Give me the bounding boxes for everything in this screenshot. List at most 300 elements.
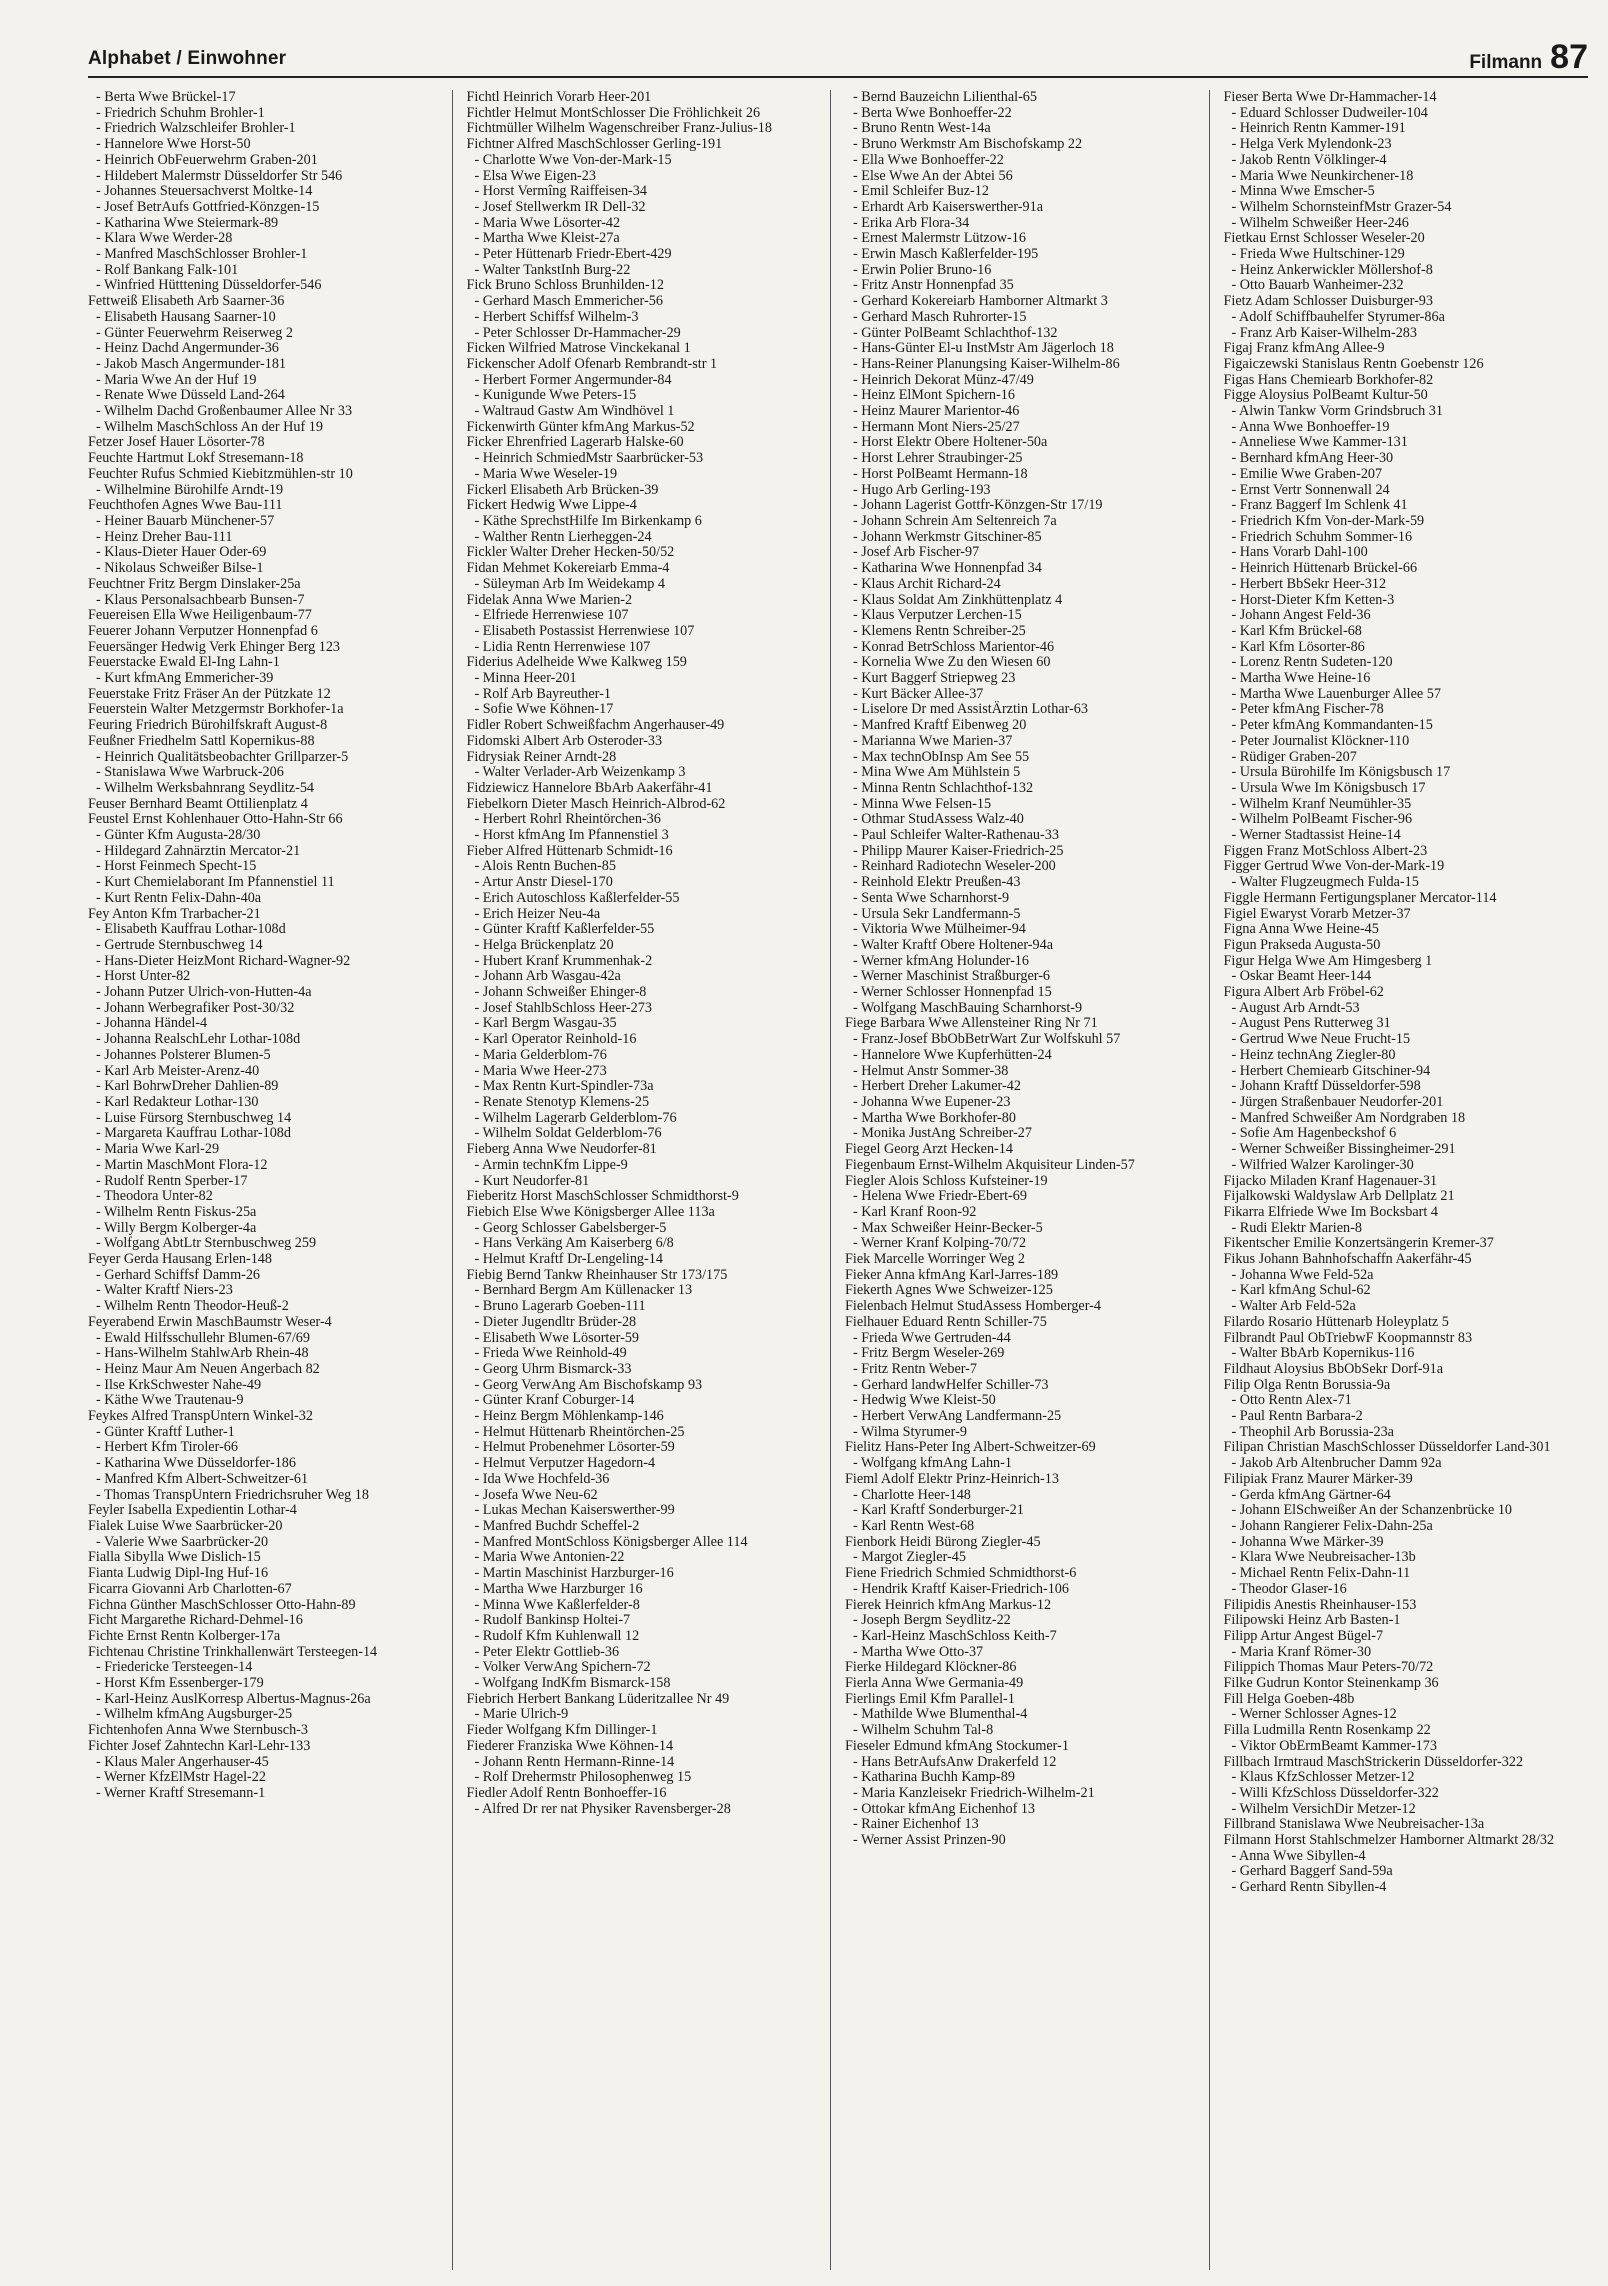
directory-entry: - Horst-Dieter Kfm Ketten-3 [1231, 591, 1395, 608]
directory-entry: Feuereisen Ella Wwe Heiligenbaum-77 [88, 607, 312, 624]
directory-entry: Figger Gertrud Wwe Von-der-Mark-19 [1223, 858, 1445, 875]
directory-entry: - Ursula Bürohilfe Im Königsbusch 17 [1231, 764, 1451, 781]
directory-entry: Fieberitz Horst MaschSchlosser Schmidthorst-9 [466, 1188, 739, 1205]
directory-entry: Figas Hans Chemiearb Borkhofer-82 [1223, 371, 1434, 388]
directory-entry: - Reinhold Elektr Preußen-43 [853, 874, 1021, 891]
directory-entry: - Fritz Rentn Weber-7 [853, 1360, 977, 1377]
directory-entry: Fichtenhofen Anna Wwe Sternbusch-3 [88, 1722, 308, 1739]
directory-entry: - Käthe Wwe Trautenau-9 [96, 1392, 244, 1409]
directory-entry: - Johann Rangierer Felix-Dahn-25a [1231, 1517, 1433, 1534]
directory-entry: - Alfred Dr rer nat Physiker Ravensberger-28 [474, 1800, 731, 1817]
directory-entry: - Heinrich Rentn Kammer-191 [1231, 120, 1406, 137]
directory-entry: - Kurt Baggerf Striepweg 23 [853, 670, 1016, 687]
directory-entry: - Johanna Wwe Märker-39 [1231, 1533, 1384, 1550]
directory-entry: Fienbork Heidi Bürong Ziegler-45 [845, 1533, 1041, 1550]
directory-entry: Fieker Anna kfmAng Karl-Jarres-189 [845, 1266, 1059, 1283]
directory-entry: - Otto Bauarb Wanheimer-232 [1231, 277, 1404, 294]
directory-entry: - Rüdiger Graben-207 [1231, 748, 1357, 765]
directory-entry: - Hans-Dieter HeizMont Richard-Wagner-92 [96, 952, 351, 969]
directory-entry: Filla Ludmilla Rentn Rosenkamp 22 [1223, 1722, 1431, 1739]
directory-entry: - August Arb Arndt-53 [1231, 999, 1360, 1016]
directory-entry: - Klaus Personalsachbearb Bunsen-7 [96, 591, 305, 608]
directory-entry: - Peter Schlosser Dr-Hammacher-29 [474, 324, 681, 341]
directory-entry: - Manfred MaschSchlosser Brohler-1 [96, 246, 308, 263]
directory-entry: - Walter Verlader-Arb Weizenkamp 3 [474, 764, 686, 781]
directory-entry: - Erich Autoschloss Kaßlerfelder-55 [474, 889, 680, 906]
directory-entry: - Hans Vorarb Dahl-100 [1231, 544, 1368, 561]
directory-entry: - Hans-Günter El-u InstMstr Am Jägerloch 18 [853, 340, 1114, 357]
directory-entry: - Franz-Josef BbObBetrWart Zur Wolfskuhl 57 [853, 1031, 1121, 1048]
directory-entry: Filipan Christian MaschSchlosser Düsseldorfer Land-301 [1223, 1439, 1551, 1456]
directory-entry: - Maria Wwe Heer-273 [474, 1062, 607, 1079]
directory-entry: Fiederer Franziska Wwe Köhnen-14 [466, 1737, 674, 1754]
directory-entry: Fialek Luise Wwe Saarbrücker-20 [88, 1517, 283, 1534]
directory-entry: - Bernd Bauzeichn Lilienthal-65 [853, 90, 1037, 105]
directory-entry: - Heinz Maur Am Neuen Angerbach 82 [96, 1360, 320, 1377]
directory-entry: - Karl Kraftf Sonderburger-21 [853, 1502, 1024, 1519]
directory-entry: - Elisabeth Kauffrau Lothar-108d [96, 921, 286, 938]
directory-entry: - Ewald Hilfsschullehr Blumen-67/69 [96, 1329, 310, 1346]
directory-entry: - Elsa Wwe Eigen-23 [474, 167, 596, 184]
directory-entry: - Johann ElSchweißer An der Schanzenbrücke 10 [1231, 1502, 1513, 1519]
directory-entry: - Karl Arb Meister-Arenz-40 [96, 1062, 260, 1079]
directory-entry: - Ella Wwe Bonhoeffer-22 [853, 151, 1004, 168]
directory-entry: - Wilhelm SchornsteinfMstr Grazer-54 [1231, 198, 1452, 215]
directory-entry: - Elfriede Herrenwiese 107 [474, 607, 629, 624]
directory-entry: Fickenscher Adolf Ofenarb Rembrandt-str 1 [466, 355, 718, 372]
directory-entry: - Berta Wwe Bonhoeffer-22 [853, 104, 1012, 121]
directory-entry: Fillbrand Stanislawa Wwe Neubreisacher-13a [1223, 1816, 1485, 1833]
directory-entry: - Wilhelm Schuhm Tal-8 [853, 1722, 994, 1739]
directory-entry: - Maria Gelderblom-76 [474, 1046, 607, 1063]
directory-entry: - Erhardt Arb Kaiserswerther-91a [853, 198, 1043, 215]
directory-entry: - Marianna Wwe Marien-37 [853, 732, 1013, 749]
directory-entry: - Gerhard landwHelfer Schiller-73 [853, 1376, 1049, 1393]
directory-entry: - Werner Stadtassist Heine-14 [1231, 827, 1401, 844]
directory-entry: - Gertrude Sternbuschweg 14 [96, 936, 263, 953]
directory-entry: Figun Prakseda Augusta-50 [1223, 936, 1381, 953]
directory-entry: - Wilhelm kfmAng Augsburger-25 [96, 1706, 293, 1723]
directory-entry: Fill Helga Goeben-48b [1223, 1690, 1355, 1707]
directory-entry: - Emil Schleifer Buz-12 [853, 183, 989, 200]
directory-entry: - Horst kfmAng Im Pfannenstiel 3 [474, 827, 669, 844]
directory-entry: - Maria Wwe Neunkirchener-18 [1231, 167, 1414, 184]
directory-entry: - Minna Heer-201 [474, 670, 577, 687]
directory-entry: - Gerhard Kokereiarb Hamborner Altmarkt 3 [853, 293, 1108, 310]
directory-entry: Filbrandt Paul ObTriebwF Koopmannstr 83 [1223, 1329, 1473, 1346]
directory-entry: - Josef Stellwerkm IR Dell-32 [474, 198, 646, 215]
directory-entry: - Herbert BbSekr Heer-312 [1231, 575, 1387, 592]
directory-entry: - Karl Kranf Roon-92 [853, 1203, 977, 1220]
directory-entry: - Johanna Wwe Eupener-23 [853, 1094, 1011, 1110]
directory-entry: - Gerhard Baggerf Sand-59a [1231, 1863, 1393, 1880]
directory-entry: - Wilma Styrumer-9 [853, 1423, 967, 1440]
directory-entry: - Horst Lehrer Straubinger-25 [853, 450, 1023, 467]
directory-entry: - Stanislawa Wwe Warbruck-206 [96, 764, 284, 781]
directory-entry: - Senta Wwe Scharnhorst-9 [853, 889, 1010, 906]
directory-entry: - Heinrich SchmiedMstr Saarbrücker-53 [474, 450, 704, 467]
directory-entry: - Max technObInsp Am See 55 [853, 748, 1030, 765]
directory-entry: Fiedler Adolf Rentn Bonhoeffer-16 [466, 1784, 667, 1801]
directory-entry: - Anna Wwe Bonhoeffer-19 [1231, 418, 1390, 435]
directory-entry: Feyler Isabella Expedientin Lothar-4 [88, 1502, 297, 1519]
directory-entry: - Martin MaschMont Flora-12 [96, 1156, 268, 1173]
directory-entry: - Friedericke Tersteegen-14 [96, 1659, 253, 1676]
directory-entry: - Walter Flugzeugmech Fulda-15 [1231, 874, 1419, 891]
directory-entry: - Wilhelm Kranf Neumühler-35 [1231, 795, 1412, 812]
directory-entry: Ficht Margarethe Richard-Dehmel-16 [88, 1612, 303, 1629]
directory-entry: - Erwin Polier Bruno-16 [853, 261, 992, 278]
directory-entry: - Elisabeth Postassist Herrenwiese 107 [474, 622, 695, 639]
directory-entry: - Else Wwe An der Abtei 56 [853, 167, 1013, 184]
directory-entry: - Hildegard Zahnärztin Mercator-21 [96, 842, 301, 859]
directory-entry: Fiegel Georg Arzt Hecken-14 [845, 1141, 1013, 1158]
directory-entry: - Armin technKfm Lippe-9 [474, 1156, 628, 1173]
directory-entry: - Helmut Anstr Sommer-38 [853, 1062, 1009, 1079]
directory-entry: - Heinz Bergm Möhlenkamp-146 [474, 1408, 664, 1425]
directory-entry: - Peter kfmAng Fischer-78 [1231, 701, 1384, 718]
section-title: Alphabet / Einwohner [88, 48, 287, 69]
directory-entry: - Gerhard Masch Emmericher-56 [474, 293, 663, 310]
directory-entry: Fierek Heinrich kfmAng Markus-12 [845, 1596, 1052, 1613]
directory-entry: Fickerl Elisabeth Arb Brücken-39 [466, 481, 659, 498]
directory-entry: - Luise Fürsorg Sternbuschweg 14 [96, 1109, 292, 1126]
directory-entry: Fiderius Adelheide Wwe Kalkweg 159 [466, 654, 687, 671]
directory-entry: - Karl-Heinz AuslKorresp Albertus-Magnus-26a [96, 1690, 371, 1707]
directory-entry: - Maria Wwe An der Huf 19 [96, 371, 257, 388]
directory-entry: - Max Rentn Kurt-Spindler-73a [474, 1078, 654, 1095]
directory-entry: Fierlings Emil Kfm Parallel-1 [845, 1690, 1015, 1707]
directory-entry: Fichtmüller Wilhelm Wagenschreiber Franz-Julius-18 [466, 120, 772, 137]
directory-entry: - Michael Rentn Felix-Dahn-11 [1231, 1565, 1411, 1582]
directory-entry: - Josef BetrAufs Gottfried-Könzgen-15 [96, 198, 320, 215]
directory-entry: - Günter Feuerwehrm Reiserweg 2 [96, 324, 293, 341]
directory-entry: - Charlotte Wwe Von-der-Mark-15 [474, 151, 672, 168]
directory-entry: Filmann Horst Stahlschmelzer Hamborner Altmarkt 28/32 [1223, 1832, 1555, 1849]
directory-entry: Fetzer Josef Hauer Lösorter-78 [88, 434, 265, 451]
directory-entry: - Wolfgang kfmAng Lahn-1 [853, 1455, 1012, 1472]
directory-entry: - Heinz Ankerwickler Möllershof-8 [1231, 261, 1433, 278]
directory-entry: - Hans BetrAufsAnw Drakerfeld 12 [853, 1753, 1057, 1770]
directory-entry: Fildhaut Aloysius BbObSekr Dorf-91a [1223, 1360, 1444, 1377]
directory-entry: - Johann Arb Wasgau-42a [474, 968, 621, 985]
directory-entry: - Martha Wwe Borkhofer-80 [853, 1109, 1016, 1126]
directory-entry: - Ursula Wwe Im Königsbusch 17 [1231, 779, 1426, 796]
directory-entry: - Helmut Verputzer Hagedorn-4 [474, 1455, 656, 1472]
directory-entry: - Kunigunde Wwe Peters-15 [474, 387, 637, 404]
directory-entry: - Horst PolBeamt Hermann-18 [853, 465, 1028, 482]
directory-entry: - Paul Schleifer Walter-Rathenau-33 [853, 827, 1059, 844]
directory-entry: - Herbert Rohrl Rheintörchen-36 [474, 811, 661, 828]
directory-entry: - Minna Rentn Schlachthof-132 [853, 779, 1034, 796]
directory-entry: - Theophil Arb Borussia-23a [1231, 1423, 1394, 1440]
directory-entry: Figna Anna Wwe Heine-45 [1223, 921, 1379, 938]
directory-entry: - Klemens Rentn Schreiber-25 [853, 622, 1026, 639]
directory-entry: - Margareta Kauffrau Lothar-108d [96, 1125, 291, 1142]
column-4 [1224, 90, 1589, 2270]
directory-entry: - Thomas TranspUntern Friedrichsruher Weg 18 [96, 1486, 369, 1503]
directory-entry: - Martha Wwe Harzburger 16 [474, 1580, 643, 1597]
directory-entry: - Wolfgang IndKfm Bismarck-158 [474, 1675, 671, 1692]
directory-entry: - Süleyman Arb Im Weidekamp 4 [474, 575, 665, 592]
directory-entry: - Günter Kraftf Luther-1 [96, 1423, 235, 1440]
directory-entry: Filipp Artur Angest Bügel-7 [1223, 1627, 1384, 1644]
directory-entry: - Emilie Wwe Graben-207 [1231, 465, 1383, 482]
directory-entry: Fieberg Anna Wwe Neudorfer-81 [466, 1141, 657, 1158]
directory-entry: - Minna Wwe Emscher-5 [1231, 183, 1375, 200]
directory-entry: - Rainer Eichenhof 13 [853, 1816, 979, 1833]
directory-entry: - Ernest Malermstr Lützow-16 [853, 230, 1026, 247]
directory-entry: - Liselore Dr med AssistÄrztin Lothar-63 [853, 701, 1088, 718]
directory-entry: - Friedrich Walzschleifer Brohler-1 [96, 120, 296, 137]
directory-entry: Figgle Hermann Fertigungsplaner Mercator-114 [1223, 889, 1497, 906]
directory-entry: - Elisabeth Hausang Saarner-10 [96, 308, 276, 325]
directory-entry: - Klara Wwe Werder-28 [96, 230, 233, 247]
directory-entry: Fietz Adam Schlosser Duisburger-93 [1223, 293, 1433, 310]
directory-entry: - Walter BbArb Kopernikus-116 [1231, 1345, 1415, 1362]
directory-entry: - Hans-Reiner Planungsing Kaiser-Wilhelm-86 [853, 355, 1120, 372]
directory-entry: - Rudolf Bankinsp Holtei-7 [474, 1612, 631, 1629]
directory-entry: - Viktor ObErmBeamt Kammer-173 [1231, 1737, 1437, 1754]
directory-entry: - Mathilde Wwe Blumenthal-4 [853, 1706, 1028, 1723]
directory-entry: - Karl Rentn West-68 [853, 1517, 975, 1534]
directory-entry: - Franz Arb Kaiser-Wilhelm-283 [1231, 324, 1417, 341]
directory-entry: - Bruno Rentn West-14a [853, 120, 991, 137]
directory-entry: - Herbert Former Angermunder-84 [474, 371, 672, 388]
directory-entry: Fidan Mehmet Kokereiarb Emma-4 [466, 560, 670, 577]
directory-entry: - Sofie Am Hagenbeckshof 6 [1231, 1125, 1397, 1142]
directory-entry: Fey Anton Kfm Trarbacher-21 [88, 905, 261, 922]
directory-entry: - Herbert VerwAng Landfermann-25 [853, 1408, 1062, 1425]
directory-entry: - Joseph Bergm Seydlitz-22 [853, 1612, 1011, 1629]
directory-entry: - Lukas Mechan Kaiserswerther-99 [474, 1502, 675, 1519]
directory-entry: - Maria Wwe Antonien-22 [474, 1549, 625, 1566]
directory-entry: - Ilse KrkSchwester Nahe-49 [96, 1376, 262, 1393]
directory-entry: - Margot Ziegler-45 [853, 1549, 966, 1566]
directory-entry: - Manfred MontSchloss Königsberger Allee 114 [474, 1533, 748, 1550]
directory-entry: - Werner Kranf Kolping-70/72 [853, 1235, 1027, 1252]
directory-entry: - Katharina Wwe Honnenpfad 34 [853, 560, 1042, 577]
directory-entry: - Bruno Werkmstr Am Bischofskamp 22 [853, 136, 1083, 153]
directory-entry: Filipidis Anestis Rheinhauser-153 [1223, 1596, 1417, 1613]
directory-entry: Fick Bruno Schloss Brunhilden-12 [466, 277, 664, 294]
directory-entry: - Helga Verk Mylendonk-23 [1231, 136, 1392, 153]
directory-entry: - Werner Maschinist Straßburger-6 [853, 968, 1051, 985]
directory-entry: - Monika JustAng Schreiber-27 [853, 1125, 1032, 1142]
directory-entry: - Heinz technAng Ziegler-80 [1231, 1046, 1396, 1063]
directory-entry: Fickert Hedwig Wwe Lippe-4 [466, 497, 637, 514]
page-header [88, 36, 1588, 78]
directory-entry: Fielitz Hans-Peter Ing Albert-Schweitzer-69 [845, 1439, 1096, 1456]
directory-entry: - Maria Kranf Römer-30 [1231, 1643, 1372, 1660]
directory-entry: - Karl-Heinz MaschSchloss Keith-7 [853, 1627, 1057, 1644]
directory-entry: - Wilhelm MaschSchloss An der Huf 19 [96, 418, 323, 435]
directory-entry: - Friedrich Schuhm Sommer-16 [1231, 528, 1413, 545]
directory-entry: Figiel Ewaryst Vorarb Metzer-37 [1223, 905, 1411, 922]
directory-entry: - Johanna Händel-4 [96, 1015, 208, 1032]
directory-entry: Fichter Josef Zahntechn Karl-Lehr-133 [88, 1737, 311, 1754]
directory-entry: - Wilhelm Schweißer Heer-246 [1231, 214, 1409, 231]
directory-entry: Fiebig Bernd Tankw Rheinhauser Str 173/175 [466, 1266, 728, 1283]
directory-entry: - Bruno Lagerarb Goeben-111 [474, 1298, 646, 1315]
directory-entry: - Anneliese Wwe Kammer-131 [1231, 434, 1408, 451]
directory-entry: - Gerhard Masch Ruhrorter-15 [853, 308, 1027, 325]
directory-entry: - Valerie Wwe Saarbrücker-20 [96, 1533, 269, 1550]
directory-entry: - August Pens Rutterweg 31 [1231, 1015, 1391, 1032]
directory-entry: - Johann Schweißer Ehinger-8 [474, 984, 647, 1001]
directory-entry: Fichtler Helmut MontSchlosser Die Fröhlichkeit 26 [466, 104, 761, 121]
directory-entry: - Horst Feinmech Specht-15 [96, 858, 257, 875]
directory-entry: - Klaus KfzSchlosser Metzer-12 [1231, 1769, 1415, 1786]
directory-entry: Fichte Ernst Rentn Kolberger-17a [88, 1627, 281, 1644]
directory-entry: - Günter Kfm Augusta-28/30 [96, 827, 261, 844]
directory-entry: - Kurt Rentn Felix-Dahn-40a [96, 889, 262, 906]
directory-entry: - Martin Maschinist Harzburger-16 [474, 1565, 674, 1582]
directory-entry: - Werner Schlosser Honnenpfad 15 [853, 984, 1052, 1001]
directory-entry: - Ottokar kfmAng Eichenhof 13 [853, 1800, 1036, 1817]
directory-entry: - Johann Putzer Ulrich-von-Hutten-4a [96, 984, 312, 1001]
directory-entry: Figgen Franz MotSchloss Albert-23 [1223, 842, 1428, 859]
range-name: Filmann [1469, 52, 1543, 73]
directory-entry: - Johann Angest Feld-36 [1231, 607, 1371, 624]
column-1 [88, 90, 453, 2270]
directory-entry: - Jakob Masch Angermunder-181 [96, 355, 287, 372]
directory-entry: - Wilhelm Rentn Fiskus-25a [96, 1203, 257, 1220]
directory-entry: - Maria Wwe Lösorter-42 [474, 214, 621, 231]
directory-entry: - Herbert Chemiearb Gitschiner-94 [1231, 1062, 1431, 1079]
directory-entry: Feuerstake Fritz Fräser An der Pützkate 12 [88, 685, 331, 702]
directory-entry: - Gerhard Schiffsf Damm-26 [96, 1266, 261, 1283]
directory-entry: - Rolf Bankang Falk-101 [96, 261, 239, 278]
directory-entry: - Gerda kfmAng Gärtner-64 [1231, 1486, 1391, 1503]
directory-entry: - Konrad BetrSchloss Marientor-46 [853, 638, 1055, 655]
directory-entry: - Wolfgang MaschBauing Scharnhorst-9 [853, 999, 1083, 1016]
directory-entry: - Helmut Hüttenarb Rheintörchen-25 [474, 1423, 685, 1440]
directory-entry: - Lorenz Rentn Sudeten-120 [1231, 654, 1393, 671]
directory-entry: Fielhauer Eduard Rentn Schiller-75 [845, 1313, 1047, 1330]
directory-entry: - Horst Kfm Essenberger-179 [96, 1675, 264, 1692]
directory-entry: Feuchter Rufus Schmied Kiebitzmühlen-str 10 [88, 465, 353, 482]
directory-entry: Filipiak Franz Maurer Märker-39 [1223, 1470, 1413, 1487]
directory-entry: - Maria Kanzleisekr Friedrich-Wilhelm-21 [853, 1784, 1095, 1801]
directory-entry: Filip Olga Rentn Borussia-9a [1223, 1376, 1391, 1393]
directory-columns [88, 90, 1588, 2270]
directory-entry: - Reinhard Radiotechn Weseler-200 [853, 858, 1056, 875]
directory-entry: Filippich Thomas Maur Peters-70/72 [1223, 1659, 1434, 1676]
directory-entry: - Maria Wwe Weseler-19 [474, 465, 618, 482]
directory-entry: - Wilhelmine Bürohilfe Arndt-19 [96, 481, 284, 498]
directory-entry: - Minna Wwe Kaßlerfelder-8 [474, 1596, 640, 1613]
directory-entry: - Josefa Wwe Neu-62 [474, 1486, 598, 1503]
directory-entry: - Renate Stenotyp Klemens-25 [474, 1094, 650, 1110]
directory-entry: - Fritz Bergm Weseler-269 [853, 1345, 1005, 1362]
directory-entry: - Klara Wwe Neubreisacher-13b [1231, 1549, 1416, 1566]
directory-entry: - Helena Wwe Friedr-Ebert-69 [853, 1188, 1027, 1205]
directory-entry: - Fritz Anstr Honnenpfad 35 [853, 277, 1014, 294]
directory-entry: - Rudi Elektr Marien-8 [1231, 1219, 1362, 1236]
directory-entry: - Karl kfmAng Schul-62 [1231, 1282, 1371, 1299]
directory-entry: - Adolf Schiffbauhelfer Styrumer-86a [1231, 308, 1445, 325]
directory-entry: Fidrysiak Reiner Arndt-28 [466, 748, 617, 765]
directory-entry: - Wilhelm VersichDir Metzer-12 [1231, 1800, 1416, 1817]
directory-entry: - Willi KfzSchloss Düsseldorfer-322 [1231, 1784, 1439, 1801]
column-2 [467, 90, 832, 2270]
directory-entry: - Johann Schrein Am Seltenreich 7a [853, 512, 1057, 529]
directory-entry: - Klaus Verputzer Lerchen-15 [853, 607, 1022, 624]
directory-entry: Filipowski Heinz Arb Basten-1 [1223, 1612, 1401, 1629]
directory-entry: - Minna Wwe Felsen-15 [853, 795, 992, 812]
directory-entry: Feuerstacke Ewald El-Ing Lahn-1 [88, 654, 280, 671]
directory-entry: - Jakob Arb Altenbrucher Damm 92a [1231, 1455, 1442, 1472]
directory-entry: - Friedrich Schuhm Brohler-1 [96, 104, 265, 121]
directory-entry: - Karl Kfm Lösorter-86 [1231, 638, 1365, 655]
directory-entry: - Dieter Jugendltr Brüder-28 [474, 1313, 637, 1330]
directory-entry: - Werner Kraftf Stresemann-1 [96, 1784, 266, 1801]
directory-entry: - Peter Journalist Klöckner-110 [1231, 732, 1410, 749]
directory-entry: Feuerstein Walter Metzgermstr Borkhofer-1a [88, 701, 344, 718]
directory-entry: - Walter Arb Feld-52a [1231, 1298, 1356, 1315]
directory-entry: - Johannes Steuersachverst Moltke-14 [96, 183, 313, 200]
directory-entry: - Manfred Buchdr Scheffel-2 [474, 1517, 640, 1534]
directory-entry: - Mina Wwe Am Mühlstein 5 [853, 764, 1021, 781]
directory-entry: - Martha Wwe Otto-37 [853, 1643, 984, 1660]
directory-entry: - Friedrich Kfm Von-der-Mark-59 [1231, 512, 1425, 529]
directory-entry: - Hildebert Malermstr Düsseldorfer Str 546 [96, 167, 343, 184]
directory-entry: - Hans-Wilhelm StahlwArb Rhein-48 [96, 1345, 309, 1362]
directory-entry: - Walter Kraftf Obere Holtener-94a [853, 936, 1053, 953]
directory-entry: - Klaus Maler Angerhauser-45 [96, 1753, 269, 1770]
directory-entry: - Horst Vermîng Raiffeisen-34 [474, 183, 647, 200]
directory-entry: - Rolf Drehermstr Philosophenweg 15 [474, 1769, 692, 1786]
directory-entry: - Wilfried Walzer Karolinger-30 [1231, 1156, 1414, 1173]
directory-entry: Fijacko Miladen Kranf Hagenauer-31 [1223, 1172, 1438, 1189]
directory-entry: - Georg Uhrm Bismarck-33 [474, 1360, 632, 1377]
directory-entry: Figura Albert Arb Fröbel-62 [1223, 984, 1384, 1001]
directory-entry: - Heiner Bauarb Münchener-57 [96, 512, 275, 529]
directory-entry: Fieder Wolfgang Kfm Dillinger-1 [466, 1722, 658, 1739]
directory-entry: - Ernst Vertr Sonnenwall 24 [1231, 481, 1390, 498]
directory-entry: - Frieda Wwe Reinhold-49 [474, 1345, 627, 1362]
directory-entry: Fieseler Edmund kfmAng Stockumer-1 [845, 1737, 1069, 1754]
directory-entry: - Werner KfzElMstr Hagel-22 [96, 1769, 266, 1786]
directory-entry: - Johanna Wwe Feld-52a [1231, 1266, 1374, 1283]
directory-entry: - Hedwig Wwe Kleist-50 [853, 1392, 996, 1409]
directory-entry: - Theodora Unter-82 [96, 1188, 213, 1205]
directory-entry: - Hannelore Wwe Kupferhütten-24 [853, 1046, 1052, 1063]
directory-entry: - Wilhelm PolBeamt Fischer-96 [1231, 811, 1413, 828]
directory-entry: - Charlotte Heer-148 [853, 1486, 971, 1503]
directory-entry: - Peter kfmAng Kommandanten-15 [1231, 717, 1433, 734]
directory-entry: - Lidia Rentn Herrenwiese 107 [474, 638, 651, 655]
directory-entry: - Heinz ElMont Spichern-16 [853, 387, 1015, 404]
directory-entry: - Herbert Schiffsf Wilhelm-3 [474, 308, 639, 325]
directory-entry: Feuchtner Fritz Bergm Dinslaker-25a [88, 575, 301, 592]
directory-entry: - Gertrud Wwe Neue Frucht-15 [1231, 1031, 1411, 1048]
directory-entry: Fichna Günther MaschSchlosser Otto-Hahn-89 [88, 1596, 356, 1613]
directory-entry: - Werner kfmAng Holunder-16 [853, 952, 1029, 969]
directory-entry: Feuchte Hartmut Lokf Stresemann-18 [88, 450, 304, 467]
directory-entry: - Helmut Probenehmer Lösorter-59 [474, 1439, 675, 1456]
directory-entry: - Heinrich Hüttenarb Brückel-66 [1231, 560, 1418, 577]
directory-entry: - Heinz Dachd Angermunder-36 [96, 340, 279, 357]
directory-entry: - Horst Elektr Obere Holtener-50a [853, 434, 1048, 451]
directory-entry: Fidziewicz Hannelore BbArb Aakerfähr-41 [466, 779, 713, 796]
directory-entry: - Artur Anstr Diesel-170 [474, 874, 613, 891]
directory-entry: Filke Gudrun Kontor Steinenkamp 36 [1223, 1675, 1439, 1692]
directory-entry: - Wilhelm Lagerarb Gelderblom-76 [474, 1109, 677, 1126]
directory-entry: - Franz Baggerf Im Schlenk 41 [1231, 497, 1408, 514]
directory-entry: - Oskar Beamt Heer-144 [1231, 968, 1372, 985]
